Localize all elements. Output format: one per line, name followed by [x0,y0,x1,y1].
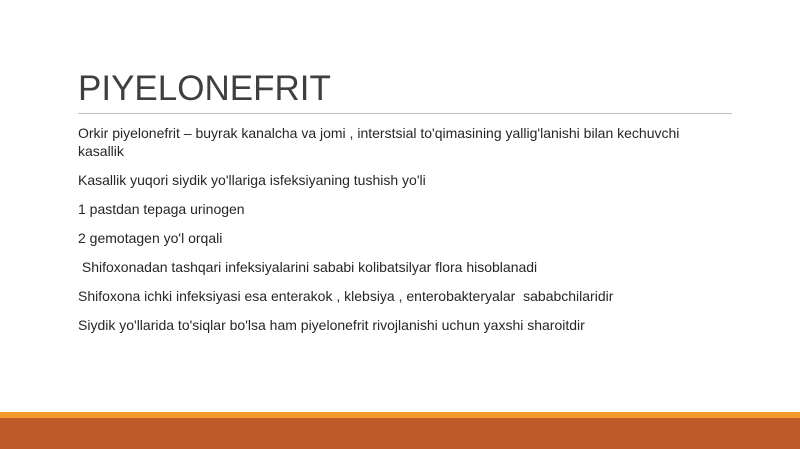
bullet-item: Siydik yo'llarida to'siqlar bo'lsa ham piyelonefrit rivojlanishi uchun yaxshi sharoitdir [78,317,585,333]
bullet-item: 2 gemotagen yo'l orqali [78,230,223,246]
bullet-item: 1 pastdan tepaga urinogen [78,201,245,217]
bullet-item: Shifoxona ichki infeksiyasi esa enterakok , klebsiya , enterobakteryalar sababchilaridir [78,288,614,304]
slide-content [78,124,698,345]
bullet-item: Shifoxonadan tashqari infeksiyalarini sababi kolibatsilyar flora hisoblanadi [78,259,538,275]
bullet-item: Kasallik yuqori siydik yo'llariga isfeksiyaning tushish yo'li [78,172,426,188]
footer-band [0,418,800,449]
bullet-item: Orkir piyelonefrit – buyrak kanalcha va jomi , interstsial to'qimasining yallig'lanishi bilan kechuvchi kasallik [78,125,680,159]
title-divider [78,113,732,114]
slide-title: PIYELONEFRIT [78,69,331,108]
